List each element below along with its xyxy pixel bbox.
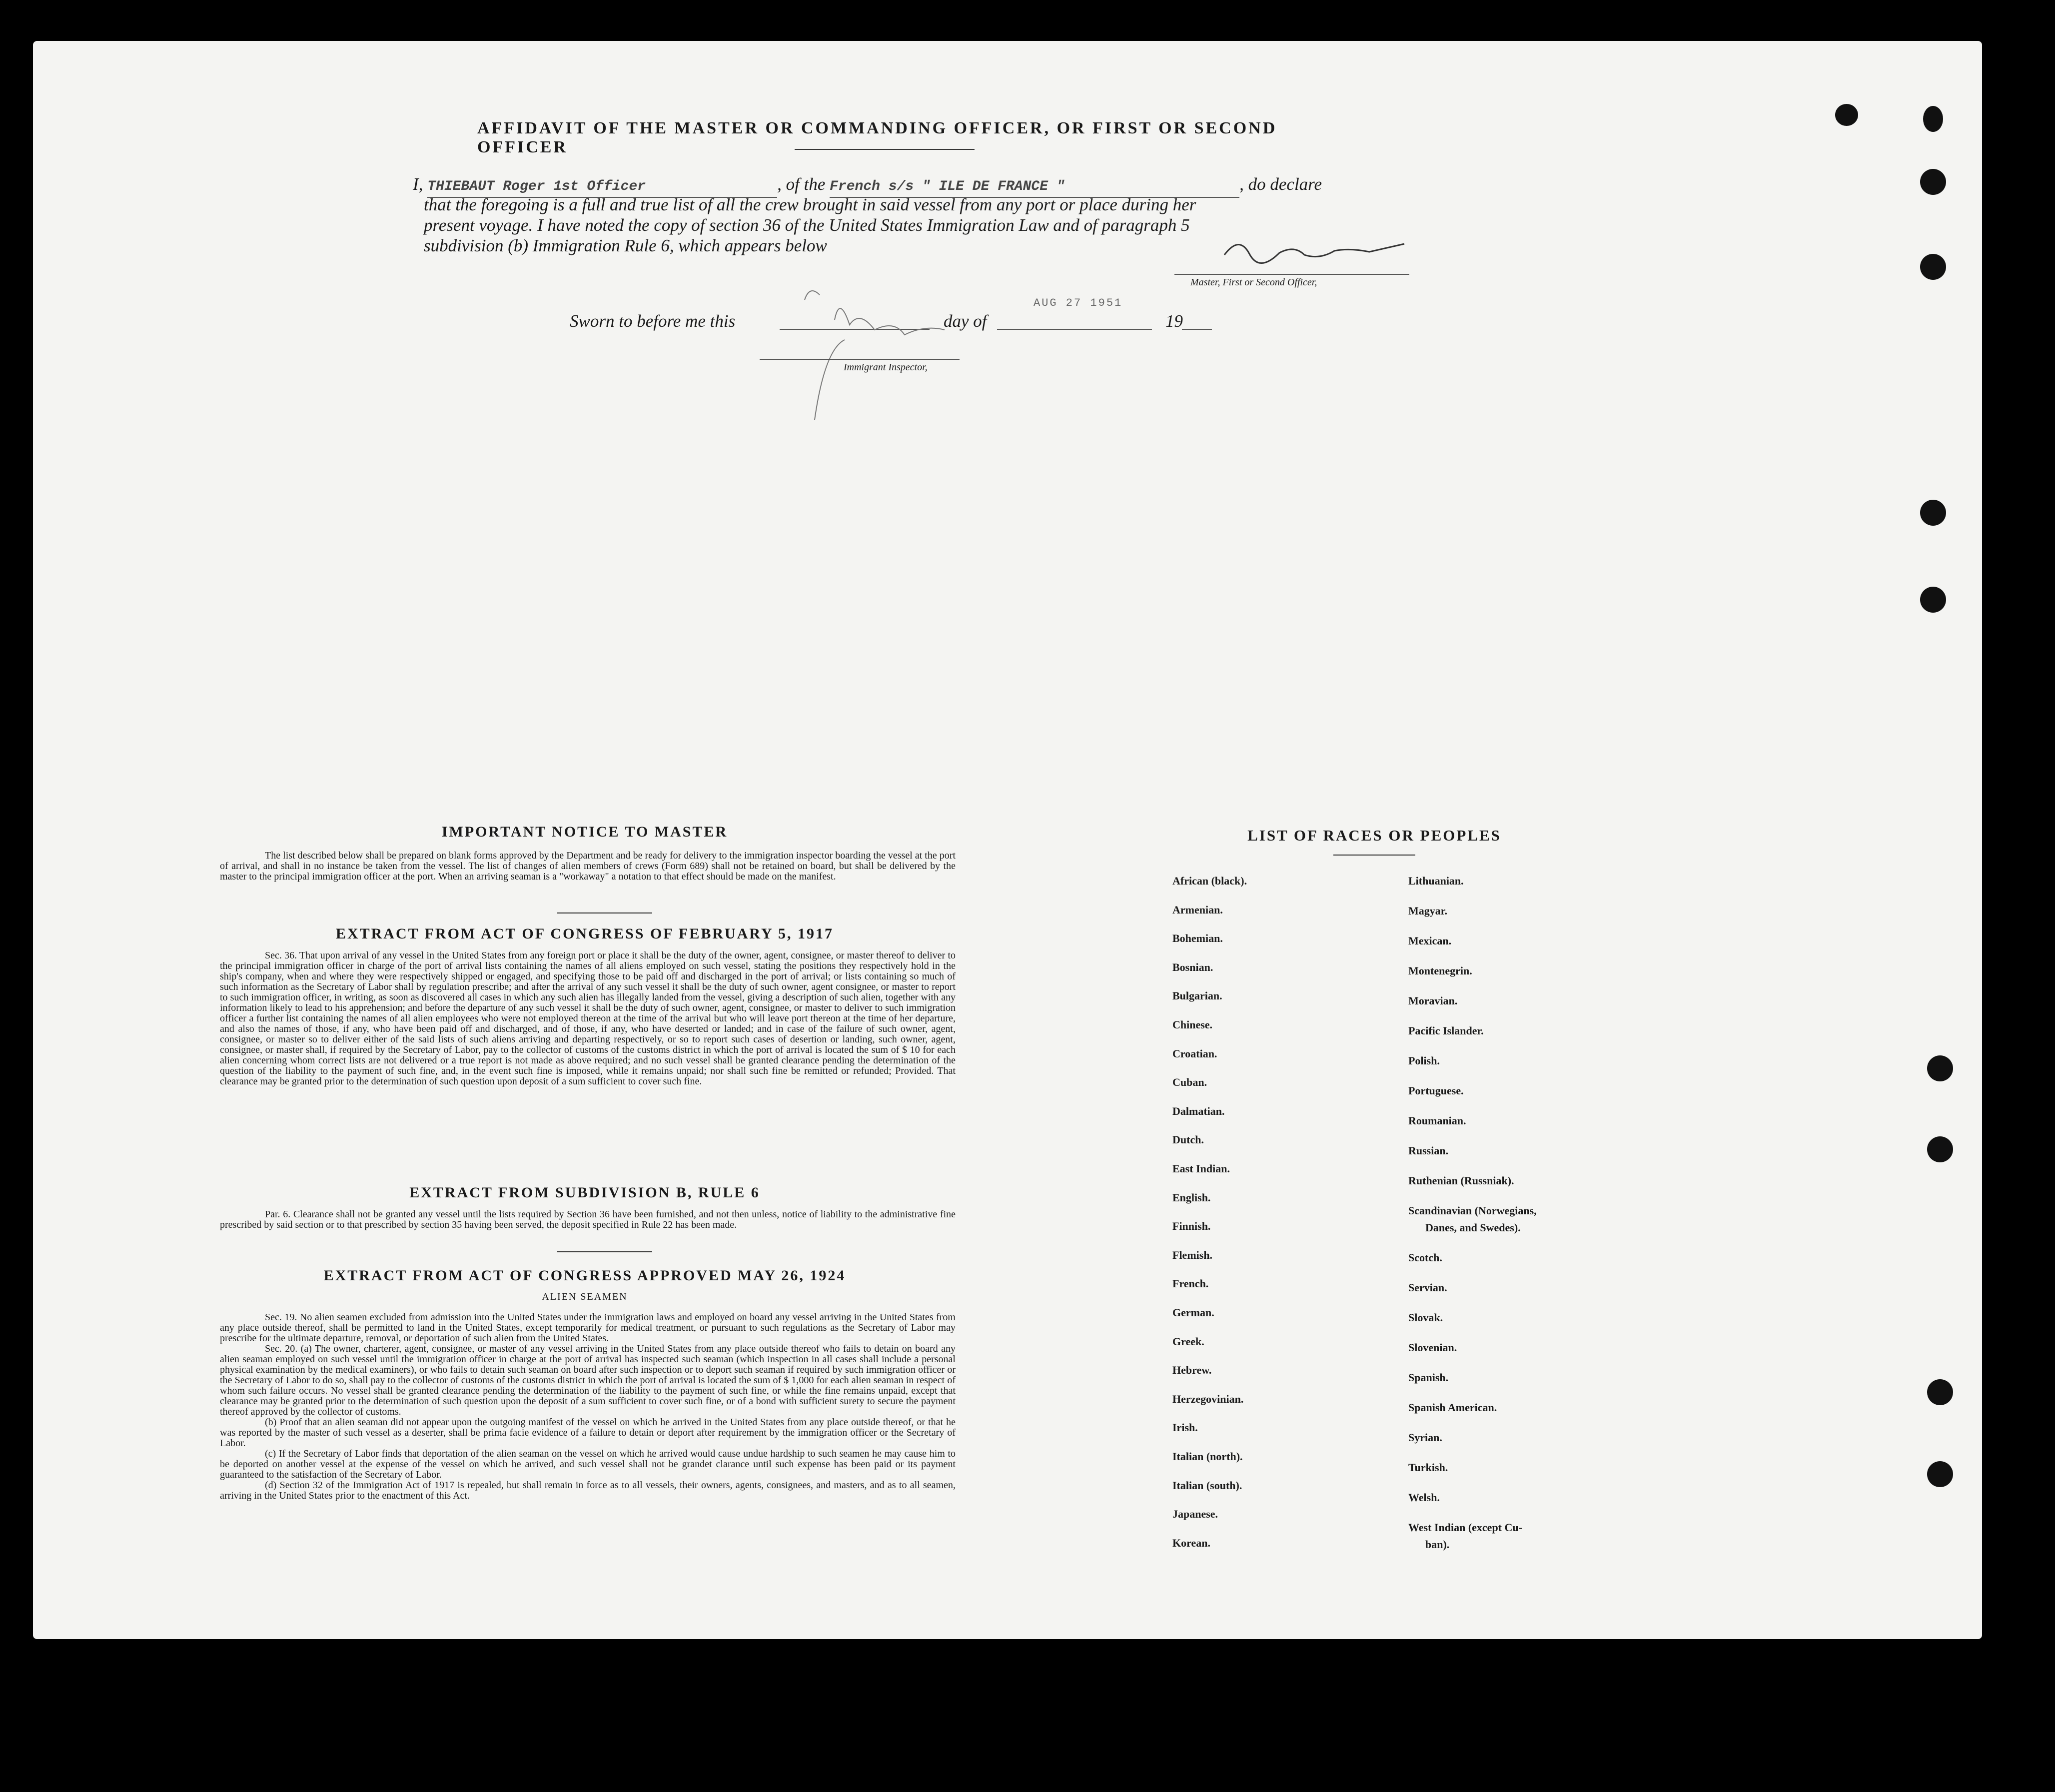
master-signature [1219, 235, 1409, 280]
race-item: Scandinavian (Norwegians, [1408, 1204, 1537, 1217]
race-item: Magyar. [1408, 904, 1448, 917]
races-divider [1333, 855, 1415, 856]
race-item: French. [1172, 1277, 1209, 1290]
race-item: Slovenian. [1408, 1341, 1457, 1354]
race-item: Armenian. [1172, 903, 1223, 916]
affidavit-line-3: present voyage. I have noted the copy of section 36 of the United States Immigration Law and of paragraph 5 [424, 215, 1190, 235]
punch-hole [1920, 169, 1946, 195]
affidavit-line-2: that the foregoing is a full and true list of all the crew brought in said vessel from any port or place during her [424, 195, 1196, 214]
race-item: Welsh. [1408, 1491, 1440, 1504]
day-of-text: day of [944, 311, 987, 331]
rule-6-title: EXTRACT FROM SUBDIVISION B, RULE 6 [409, 1184, 760, 1201]
affidavit-declare: , do declare [1239, 174, 1322, 194]
inspector-caption: Immigrant Inspector, [844, 362, 928, 373]
divider [557, 1251, 652, 1252]
race-item: Turkish. [1408, 1461, 1448, 1474]
extract-1924-body [220, 1312, 956, 1501]
race-item: Flemish. [1172, 1248, 1213, 1261]
extract-1917-body: Sec. 36. That upon arrival of any vessel in the United States from any foreign port or place it shall be the duty of the owner, agent, consignee, or master thereof to deliver to the principal immigration officer in charge of the port of arrival lists containing the names of all aliens employed on such vessel, stating the positions they respectively hold in the ship's company, when and where they were respectively shipped or engaged, and specifying those to be paid off and discharged in the port of arrival; or lists containing so much of such information as the Secretary of Labor shall by regulation prescribe; and after the arrival of any such vessel it shall be the duty of such owner, agent consignee, or master to report to such immigration officer, in writing, as soon as discovered all cases in which any such alien has illegally landed from the vessel, giving a description of such alien, together with any information likely to lead to his apprehension; and before the departure of any such vessel it shall be the duty of such owner, agent, consignee, or master to deliver to such immigration officer a further list containing the names of all alien employees who were not employed thereon at the time of the arrival but who will leave port thereon at the time of her departure, and also the names of those, if any, who have been paid off and discharged, and of those, if any, who have deserted or landed; and in case of the failure of such owner, agent, consignee, or master so to deliver either of the said lists of such aliens arriving and departing respectively, or so to report such cases of desertion or landing, such owner, agent, consignee, or master shall, if required by the Secretary of Labor, pay to the collector of customs of the customs district in which the port of arrival is located the sum of $ 10 for each alien concerning whom correct lists are not delivered or a true report is not made as above required; and no such vessel shall be granted clearance pending the determination of the question of the liability to the payment of such fine, and, in the event such fine is imposed, while it remains unpaid; nor shall such fine be remitted or refunded; Provided. That clearance may be granted prior to the determination of such question upon deposit of a sum sufficient to cover such fine. [220, 950, 956, 1087]
race-item: English. [1172, 1191, 1211, 1204]
race-item: East Indian. [1172, 1162, 1230, 1175]
extract-1924-subtitle: ALIEN SEAMEN [542, 1291, 628, 1302]
race-item: Slovak. [1408, 1311, 1443, 1324]
race-item: Bulgarian. [1172, 989, 1222, 1002]
race-item: Dalmatian. [1172, 1104, 1225, 1117]
sec-20d: (d) Section 32 of the Immigration Act of 1917 is repealed, but shall remain in force as to all vessels, their owners, agents, consignees, and masters, and as to all seamen, arriving in the United States prior to the enactment of this Act. [220, 1480, 956, 1501]
affidavit-line-4: subdivision (b) Immigration Rule 6, which appears below [424, 236, 827, 255]
races-title: LIST OF RACES OR PEOPLES [1247, 827, 1501, 844]
extract-1917-title: EXTRACT FROM ACT OF CONGRESS OF FEBRUARY 5, 1917 [335, 925, 834, 942]
title-underline [795, 149, 975, 150]
race-item: Bohemian. [1172, 932, 1223, 945]
punch-hole [1927, 1461, 1953, 1487]
vessel-name-field: French s/s " ILE DE FRANCE " [830, 176, 1239, 198]
year-line [1182, 329, 1212, 330]
punch-hole [1920, 587, 1946, 613]
race-item: Polish. [1408, 1054, 1440, 1067]
race-item: Scotch. [1408, 1251, 1442, 1264]
sec-20a: Sec. 20. (a) The owner, charterer, agent, consignee, or master of any vessel arriving in the United States from any place outside thereof who fails to detain on board any alien seaman employed on such vessel until the immigration officer in charge at the port of arrival has inspected such seaman (which inspection in all cases shall include a personal physical examination by the medical examiners), or who fails to detain such seaman on board after such inspection or to deport such seaman if required by such immigration officer or the Secretary of Labor to do so, shall pay to the collector of customs of the customs district in which the port of arrival is located the sum of $ 1,000 for each alien seaman in respect of whom such failure occurs. No vessel shall be granted clearance pending the determination of the liability to the payment of such fine, or while the fine remains unpaid, except that clearance may be granted prior to the determination of such question upon the deposit of a sum sufficient to cover such fine, or of a bond with sufficient surety to secure the payment thereof approved by the collector of customs. [220, 1343, 956, 1417]
race-item: Italian (north). [1172, 1450, 1243, 1463]
race-item: Montenegrin. [1408, 964, 1472, 977]
punch-hole [1923, 106, 1943, 132]
divider [557, 912, 652, 913]
race-item: Spanish American. [1408, 1401, 1497, 1414]
race-item: Roumanian. [1408, 1114, 1466, 1127]
rule-6-body: Par. 6. Clearance shall not be granted any vessel until the lists required by Section 36 have been furnished, and not then unless, notice of liability to the administrative fine prescribed by said section or to that prescribed by section 35 having been served, the deposit specified in Rule 22 has been made. [220, 1209, 956, 1230]
race-item: Croatian. [1172, 1047, 1217, 1060]
race-item: Pacific Islander. [1408, 1024, 1484, 1037]
race-item: African (black). [1172, 875, 1247, 887]
race-item: Lithuanian. [1408, 875, 1464, 887]
race-item: Chinese. [1172, 1018, 1213, 1031]
race-item: Mexican. [1408, 934, 1452, 947]
date-stamp: AUG 27 1951 [1033, 297, 1123, 309]
race-item: Herzegovinian. [1172, 1392, 1244, 1405]
race-item: Moravian. [1408, 994, 1458, 1007]
officer-name-field: THIEBAUT Roger 1st Officer [427, 176, 777, 198]
race-item: Finnish. [1172, 1220, 1211, 1233]
race-item: Syrian. [1408, 1431, 1442, 1444]
race-item: German. [1172, 1306, 1214, 1319]
race-item: Italian (south). [1172, 1479, 1242, 1492]
race-item: Danes, and Swedes). [1425, 1221, 1521, 1234]
race-item: Servian. [1408, 1281, 1447, 1294]
notice-body: The list described below shall be prepared on blank forms approved by the Department and be ready for delivery to the immigration inspector boarding the vessel at the port of arrival, and shall in no instance be taken from the vessel. The list of changes of alien members of crews (Form 689) shall not be retained on board, but shall be delivered by the master to the principal immigration officer at the port. When an arriving seaman is a "workaway" a notation to that effect should be made on the manifest. [220, 850, 956, 882]
sec-20c: (c) If the Secretary of Labor finds that deportation of the alien seaman on the vessel on which he arrived would cause undue hardship to such seamen he may cause him to be deported on another vessel at the expense of the vessel on which he arrived, and such vessel shall not be grandet clarance until such expense has been paid or its payment guaranteed to the satisfaction of the Secretary of Labor. [220, 1448, 956, 1480]
race-item: Greek. [1172, 1335, 1204, 1348]
race-item: Ruthenian (Russniak). [1408, 1174, 1514, 1187]
sworn-text: Sworn to before me this [570, 311, 736, 331]
extract-1924-title: EXTRACT FROM ACT OF CONGRESS APPROVED MAY 26, 1924 [323, 1267, 846, 1284]
sec-19: Sec. 19. No alien seamen excluded from admission into the United States under the immigration laws and employed on board any vessel arriving in the United States from any place outside thereof, shall be permitted to land in the United States, except temporarily for medical treatment, or pursuant to such regulations as the Secretary of Labor may prescribe for the ultimate departure, removal, or deportation of such alien from the United States. [220, 1312, 956, 1344]
punch-hole [1927, 1379, 1953, 1405]
ink-blot [1835, 104, 1858, 126]
race-item: Cuban. [1172, 1076, 1207, 1089]
punch-hole [1920, 500, 1946, 526]
affidavit-i: I, [413, 174, 423, 194]
year-prefix: 19 [1165, 311, 1183, 331]
race-item: Japanese. [1172, 1508, 1218, 1521]
punch-hole [1927, 1136, 1953, 1162]
race-item: ban). [1425, 1538, 1450, 1551]
race-item: Dutch. [1172, 1133, 1204, 1146]
race-item: Spanish. [1408, 1371, 1449, 1384]
punch-hole [1927, 1055, 1953, 1081]
race-item: Bosnian. [1172, 960, 1213, 973]
inspector-signature [775, 280, 975, 420]
inspector-signature-line [760, 359, 960, 360]
affidavit-title: AFFIDAVIT OF THE MASTER OR COMMANDING OFFICER, OR FIRST OR SECOND OFFICER [477, 119, 1277, 156]
race-item: Portuguese. [1408, 1084, 1464, 1097]
master-signature-line [1174, 274, 1409, 275]
sec-20b: (b) Proof that an alien seaman did not appear upon the outgoing manifest of the vessel on which he arrived in the United States from any place outside thereof, or that he was reported by the master of such vessel as a deserter, shall be prima facie evidence of a failure to detain or deport after requirement by the immigration officer or the Secretary of Labor. [220, 1417, 956, 1449]
race-item: Irish. [1172, 1421, 1198, 1434]
race-item: Hebrew. [1172, 1364, 1212, 1377]
date-line [997, 329, 1152, 330]
master-caption: Master, First or Second Officer, [1190, 277, 1317, 288]
race-item: Korean. [1172, 1536, 1210, 1549]
punch-hole [1920, 254, 1946, 280]
race-item: West Indian (except Cu- [1408, 1521, 1522, 1534]
affidavit-of-the: , of the [777, 174, 826, 194]
notice-title: IMPORTANT NOTICE TO MASTER [441, 824, 728, 840]
race-item: Russian. [1408, 1144, 1449, 1157]
